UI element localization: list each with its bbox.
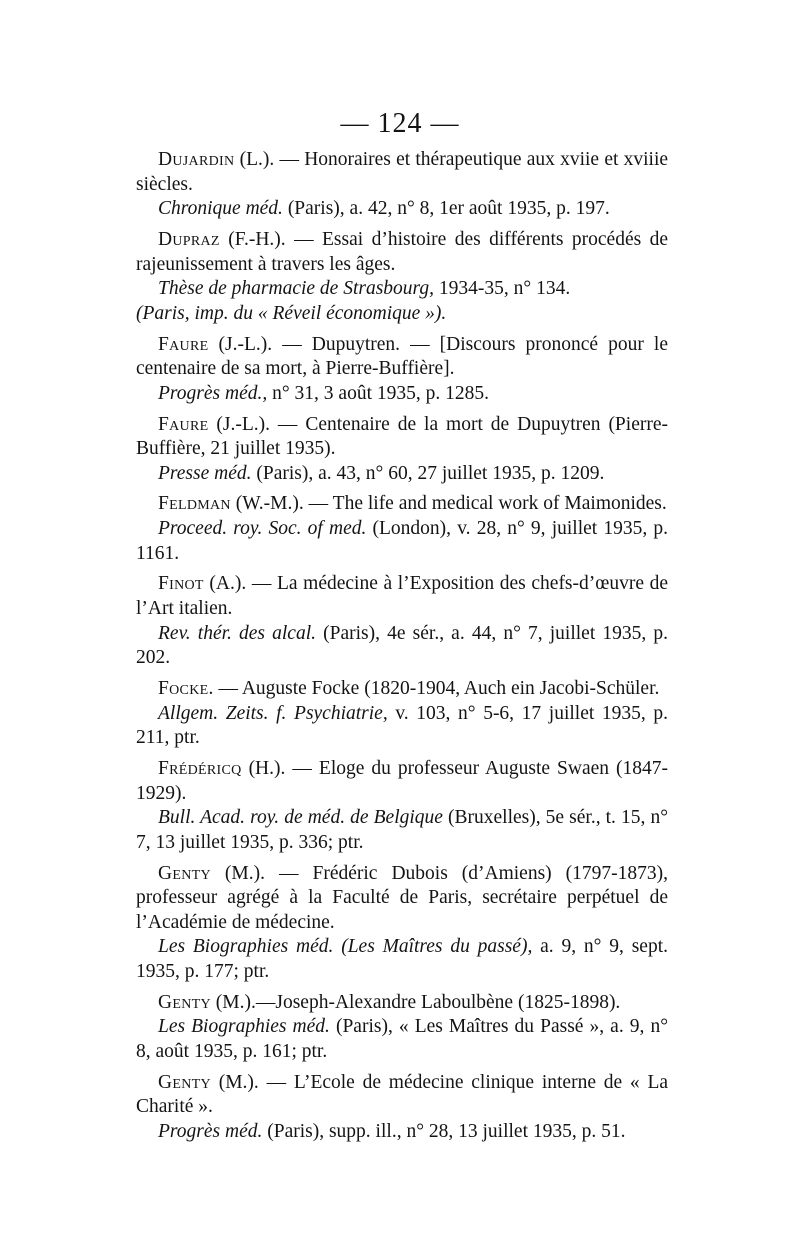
- entry-source: [136, 702, 668, 751]
- entry-heading: [136, 991, 668, 1016]
- entry-title: — Centenaire de la mort de Dupuytren (Pierre-Buffière, 21 juillet 1935).: [136, 413, 668, 460]
- entry-title: — Essai d’histoire des différents procédés de rajeunissement à travers les âges.: [136, 228, 669, 275]
- entry-details: (Bruxelles), 5e sér., t. 15, n° 7, 13 juillet 1935, p. 336; ptr.: [136, 807, 668, 853]
- entry-initials: (M.).: [218, 1071, 259, 1093]
- bibliography-entry: [136, 333, 668, 407]
- entry-journal: Progrès méd.: [158, 1120, 263, 1142]
- entry-source: [136, 1120, 668, 1145]
- entry-initials: (H.).: [248, 757, 286, 779]
- entry-source: [136, 935, 668, 984]
- bibliography-entry: [136, 492, 668, 566]
- entry-author: Feldman: [158, 493, 231, 515]
- entry-author: Genty: [158, 991, 211, 1013]
- entry-details: (Paris), 4e sér., a. 44, n° 7, juillet 1935, p. 202.: [136, 622, 668, 669]
- entry-journal: Bull. Acad. roy. de méd. de Belgique: [158, 807, 443, 829]
- entry-title: —Joseph-Alexandre Laboulbène (1825-1898).: [255, 991, 621, 1013]
- entry-details: n° 31, 3 août 1935, p. 1285.: [272, 382, 489, 404]
- entry-journal: Allgem. Zeits. f. Psychiatrie,: [158, 702, 388, 724]
- entry-author: Dujardin: [158, 149, 235, 170]
- entry-source: [136, 622, 668, 671]
- entry-journal: Chronique méd.: [158, 198, 283, 220]
- entry-author: Frédéricq: [158, 757, 242, 779]
- entry-title: — Honoraires et thérapeutique aux xviie et xviiie siècles.: [136, 149, 669, 195]
- entry-journal: Progrès méd.,: [158, 382, 268, 404]
- entry-journal: Les Biographies méd. (Les Maîtres du passé),: [158, 936, 533, 958]
- entry-title: — Eloge du professeur Auguste Swaen (1847-1929).: [136, 757, 669, 804]
- entry-heading: [136, 862, 668, 936]
- bibliography-entry: [136, 677, 668, 751]
- entry-author: Focke.: [158, 678, 214, 699]
- entry-details: (Paris), supp. ill., n° 28, 13 juillet 1935, p. 51.: [267, 1120, 626, 1142]
- entry-heading: [136, 757, 668, 806]
- entry-initials: (M.).: [224, 862, 265, 884]
- entry-source: [136, 462, 668, 487]
- entry-details: 1934-35, n° 134.: [438, 278, 571, 300]
- entry-heading: [136, 333, 668, 382]
- entry-heading: [136, 1071, 668, 1120]
- entry-initials: (J.-L.).: [218, 333, 273, 355]
- entry-initials: (F.-H.).: [228, 228, 286, 250]
- bibliography-entry: [136, 862, 668, 985]
- entry-author: Faure: [158, 413, 209, 435]
- bibliography-entry: [136, 572, 668, 670]
- entry-source: [136, 277, 668, 302]
- entry-heading: [136, 148, 668, 197]
- entry-heading: [136, 677, 668, 702]
- entry-author: Genty: [158, 1071, 211, 1093]
- entry-details: (Paris), a. 42, n° 8, 1er août 1935, p. 197.: [287, 198, 610, 220]
- entry-author: Faure: [158, 333, 209, 355]
- entry-initials: (L.).: [239, 149, 275, 170]
- entry-details: v. 103, n° 5-6, 17 juillet 1935, p. 211, ptr.: [136, 702, 668, 749]
- entry-journal: Proceed. roy. Soc. of med.: [158, 518, 367, 540]
- bibliography-entry: [136, 148, 668, 222]
- entry-title: — L’Ecole de médecine clinique interne de « La Charité ».: [136, 1071, 669, 1118]
- entry-journal: Thèse de pharmacie de Strasbourg,: [158, 278, 435, 300]
- entry-journal: Rev. thér. des alcal.: [158, 622, 317, 644]
- entry-details: (Paris), a. 43, n° 60, 27 juillet 1935, p. 1209.: [256, 462, 605, 484]
- entry-journal: Presse méd.: [158, 462, 252, 484]
- entry-heading: [136, 413, 668, 462]
- entry-initials: (J.-L.).: [216, 413, 270, 435]
- entry-heading: [136, 228, 668, 277]
- entry-title: — The life and medical work of Maimonides.: [308, 493, 667, 515]
- entry-title: — Dupuytren. — [Discours prononcé pour le centenaire de sa mort, à Pierre-Buffière].: [136, 333, 669, 380]
- entry-details: a. 9, n° 9, sept. 1935, p. 177; ptr.: [136, 936, 668, 982]
- entry-author: Dupraz: [158, 228, 220, 250]
- entry-initials: (M.).: [215, 991, 256, 1013]
- entry-author: Genty: [158, 862, 211, 884]
- entry-heading: [136, 572, 668, 621]
- bibliography-entry: [136, 991, 668, 1065]
- entry-initials: (W.-M.).: [235, 493, 304, 515]
- bibliography-entry: [136, 228, 668, 326]
- entry-title: — Auguste Focke (1820-1904, Auch ein Jacobi-Schüler.: [218, 678, 660, 699]
- entry-heading: [136, 492, 668, 517]
- entry-source-note: (Paris, imp. du « Réveil économique »).: [136, 302, 447, 324]
- entry-author: Finot: [158, 573, 204, 595]
- entry-source: [136, 1015, 668, 1064]
- bibliography-list: [136, 148, 668, 1151]
- entry-source: [136, 197, 668, 222]
- entry-title: — Frédéric Dubois (d’Amiens) (1797-1873), professeur agrégé à la Faculté de Paris, secrétaire perpétuel de l’Académie de médecine.: [136, 862, 669, 933]
- page-number: — 124 —: [340, 108, 460, 139]
- entry-journal: Les Biographies méd.: [158, 1016, 330, 1038]
- entry-source: [136, 517, 668, 566]
- bibliography-entry: [136, 413, 668, 487]
- entry-initials: (A.).: [209, 573, 247, 595]
- entry-source: [136, 806, 668, 855]
- entry-title: — La médecine à l’Exposition des chefs-d’œuvre de l’Art italien.: [136, 573, 669, 620]
- bibliography-entry: [136, 757, 668, 855]
- entry-source: [136, 382, 668, 407]
- bibliography-entry: [136, 1071, 668, 1145]
- entry-details: (London), v. 28, n° 9, juillet 1935, p. 1161.: [136, 518, 668, 564]
- entry-details: (Paris), « Les Maîtres du Passé », a. 9, n° 8, août 1935, p. 161; ptr.: [136, 1016, 669, 1062]
